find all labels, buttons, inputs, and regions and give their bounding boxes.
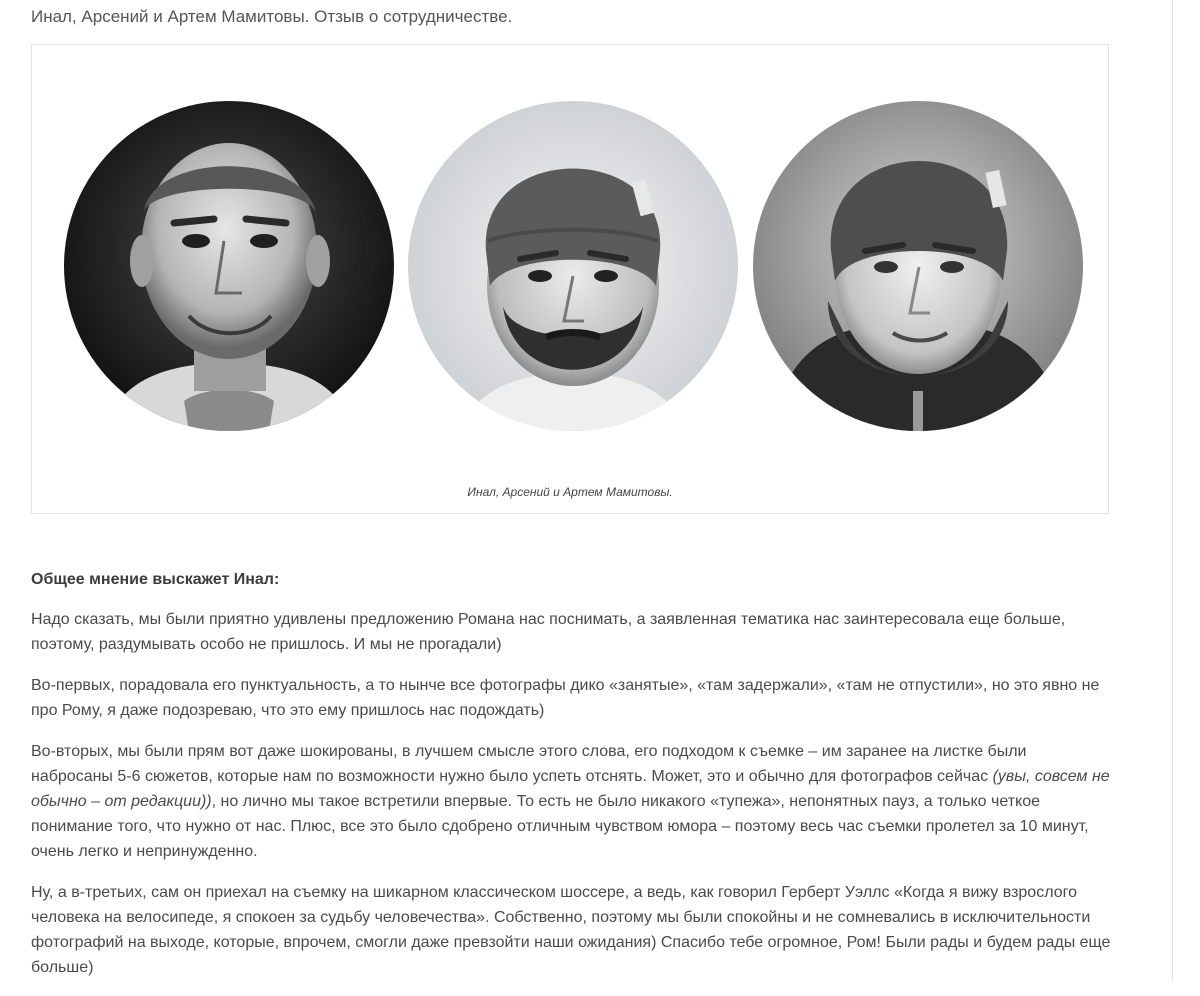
- portrait-2-image: [408, 101, 738, 431]
- intro-heading: Общее мнение выскажет Инал:: [31, 571, 280, 588]
- paragraph-4: Ну, а в-третьих, сам он приехал на съемку на шикарном классическом шоссере, а ведь, как говорил Герберт Уэллс «Когда я вижу взрослого человека на велосипеде, я спокоен за судьбу человечества». Собственно, поэтому мы были спокойны и не сомневались в исключительности фотографий на выходе, которые, впрочем, смогли даже превзойти наши ожидания) Спасибо тебе огромное, Ром! Были рады и будем рады еще больше): [31, 884, 1111, 976]
- photo-frame: [31, 44, 1109, 514]
- paragraph-1: Надо сказать, мы были приятно удивлены предложению Романа нас поснимать, а заявленная тематика нас заинтересовала еще больше, поэтому, раздумывать особо не пришлось. И мы не прогадали): [31, 611, 1066, 653]
- page-edge-divider: [1172, 0, 1173, 981]
- portrait-photo-3: [753, 101, 1083, 431]
- paragraph-3: [31, 739, 1111, 864]
- post-title: Инал, Арсений и Артем Мамитовы. Отзыв о сотрудничестве.: [31, 7, 513, 26]
- photo-caption: Инал, Арсений и Артем Мамитовы.: [467, 485, 673, 499]
- portrait-1-image: [64, 101, 394, 431]
- paragraph-2: Во-первых, порадовала его пунктуальность, а то нынче все фотографы дико «занятые», «там задержали», «там не отпустили», но это явно не про Рому, я даже подозреваю, что это ему пришлось нас подождать): [31, 677, 1100, 719]
- portrait-3-image: [753, 101, 1083, 431]
- paragraph-3-text-end: , но лично мы такое встретили впервые. То есть не было никакого «тупежа», непонятных пауз, а только четкое понимание того, что нужно от нас. Плюс, все это было сдобрено отличным чувством юмора – поэтому весь час съемки пролетел за 10 минут, очень легко и непринужденно.: [31, 793, 1089, 860]
- editor-note: (увы, совсем не обычно – от редакции)): [31, 768, 1110, 810]
- portrait-photo-2: [408, 101, 738, 431]
- article-body: [31, 567, 1111, 996]
- paragraph-3-text-start: Во-вторых, мы были прям вот даже шокированы, в лучшем смысле этого слова, его подходом к съемке – им заранее на листке были набросаны 5-6 сюжетов, которые нам по возможности нужно было успеть отснять. Может, это и обычно для фотографов сейчас: [31, 743, 1027, 785]
- portrait-photo-1: [64, 101, 394, 431]
